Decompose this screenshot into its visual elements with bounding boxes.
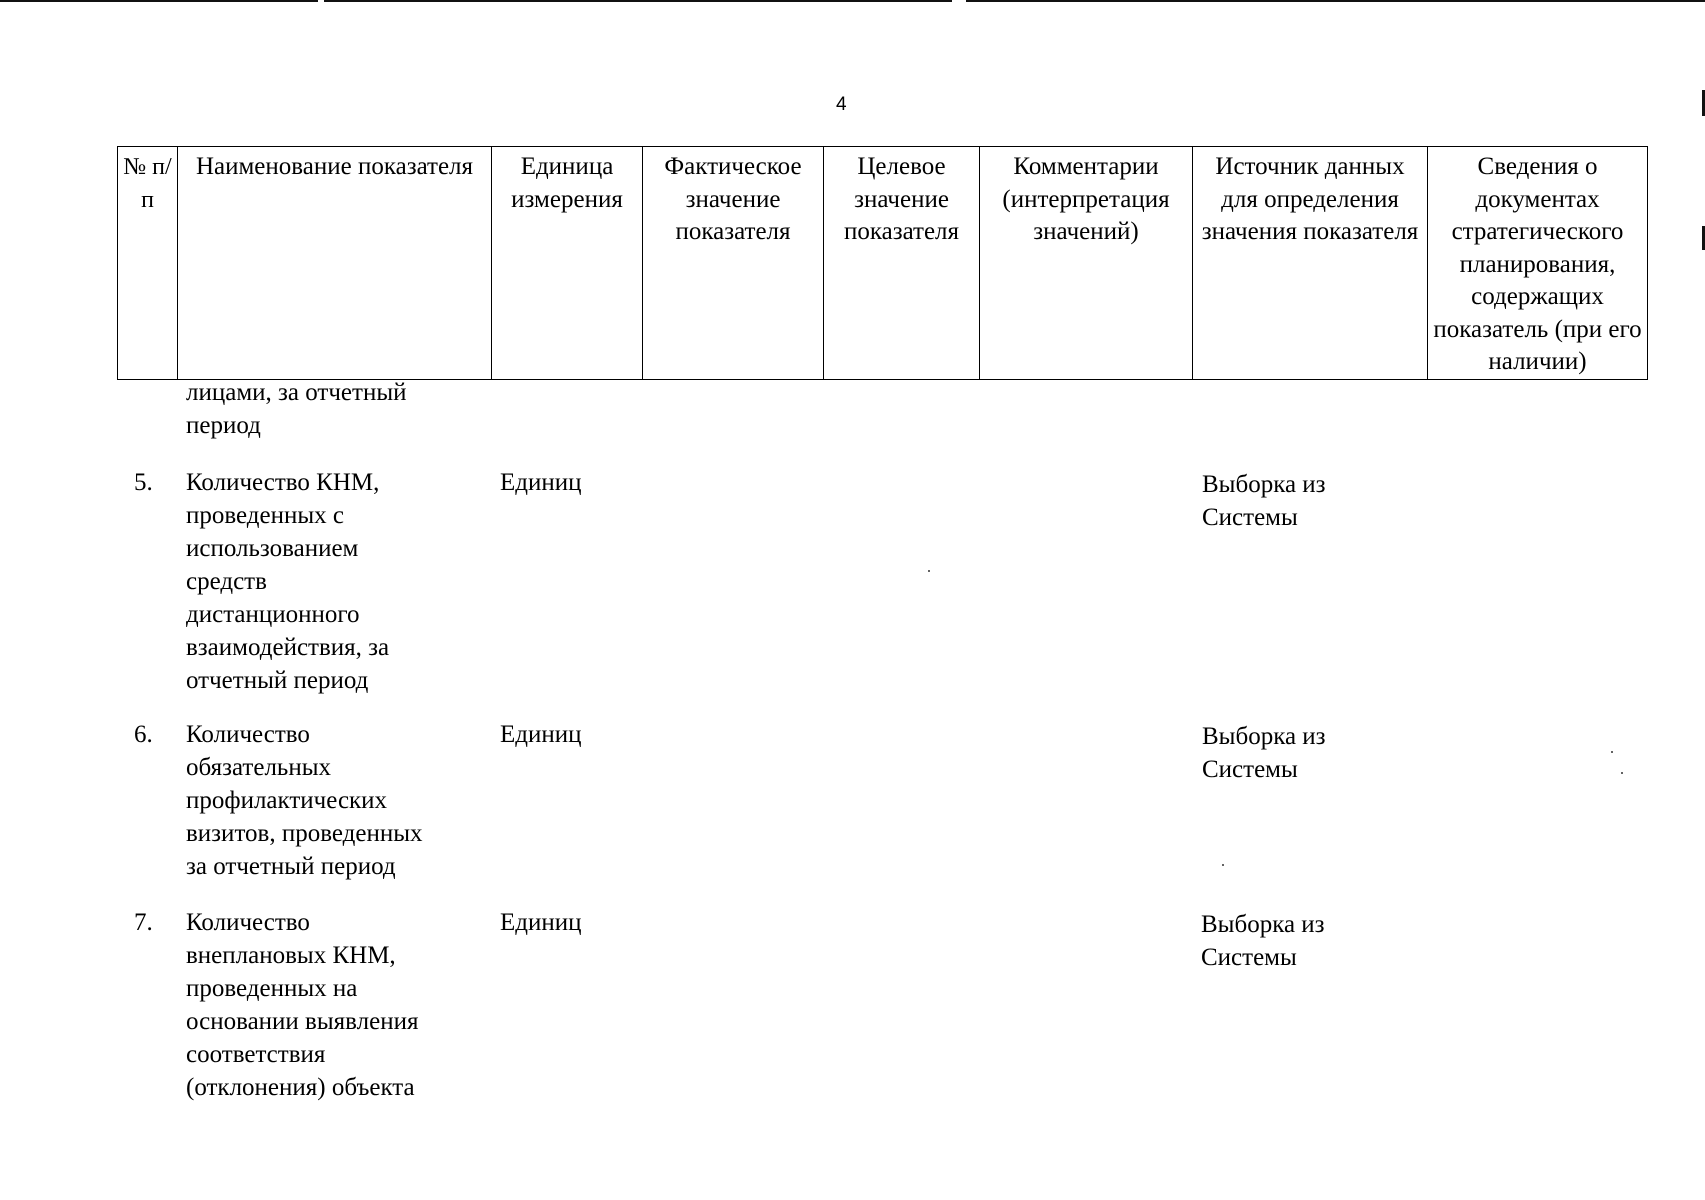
- text-line: отчетный период: [186, 667, 369, 694]
- text-line: профилактических: [186, 787, 388, 814]
- page-number: 4: [836, 94, 847, 115]
- text-line: обязательных: [186, 754, 331, 781]
- text-line: Системы: [1202, 756, 1298, 783]
- header-unit: Единица измерения: [492, 147, 643, 380]
- text-line: лицами, за отчетный: [186, 379, 407, 406]
- header-number: № п/п: [118, 147, 178, 380]
- text-line: проведенных на: [186, 975, 358, 1002]
- scan-speck: [1222, 864, 1224, 866]
- header-comments: Комментарии (интерпретация значений): [980, 147, 1193, 380]
- unit-value: Единиц: [500, 721, 582, 748]
- text-line: Выборка из: [1202, 471, 1326, 498]
- text-line: Выборка из: [1202, 723, 1326, 750]
- text-line: Выборка из: [1201, 911, 1325, 938]
- indicator-name: [186, 718, 423, 883]
- unit-value: Единиц: [500, 469, 582, 496]
- row-number: 6.: [134, 721, 153, 748]
- text-line: Системы: [1201, 944, 1297, 971]
- text-line: дистанционного: [186, 601, 360, 628]
- scan-edge-top: [0, 0, 1705, 2]
- scan-edge-gap: [318, 0, 324, 3]
- data-source: [1201, 908, 1325, 974]
- text-line: основании выявления: [186, 1008, 419, 1035]
- row-number: 5.: [134, 469, 153, 496]
- text-line: за отчетный период: [186, 853, 396, 880]
- scan-edge-gap: [952, 0, 966, 3]
- text-line: соответствия: [186, 1041, 326, 1068]
- text-line: взаимодействия, за: [186, 634, 390, 661]
- header-strategic-docs: Сведения о документах стратегического планирования, содержащих показатель (при его наличии): [1428, 147, 1648, 380]
- scan-speck: [928, 570, 930, 572]
- indicator-name: [186, 906, 418, 1104]
- data-source: [1202, 720, 1326, 786]
- text-line: Количество: [186, 909, 310, 936]
- text-line: (отклонения) объекта: [186, 1074, 415, 1101]
- continuation-text: [186, 376, 407, 442]
- scan-speck: [1621, 772, 1623, 774]
- unit-value: Единиц: [500, 909, 582, 936]
- text-line: период: [186, 412, 261, 439]
- scan-speck: [1611, 751, 1613, 753]
- text-line: Количество: [186, 721, 310, 748]
- indicator-name: [186, 466, 389, 697]
- text-line: Системы: [1202, 504, 1298, 531]
- text-line: Количество КНМ,: [186, 469, 380, 496]
- header-actual-value: Фактическое значение показателя: [643, 147, 824, 380]
- data-source: [1202, 468, 1326, 534]
- text-line: средств: [186, 568, 267, 595]
- text-line: проведенных с: [186, 502, 345, 529]
- text-line: внеплановых КНМ,: [186, 942, 396, 969]
- row-number: 7.: [134, 909, 153, 936]
- indicators-table-header: [117, 146, 1648, 380]
- header-indicator-name: Наименование показателя: [178, 147, 492, 380]
- text-line: использованием: [186, 535, 359, 562]
- header-target-value: Целевое значение показателя: [824, 147, 980, 380]
- text-line: визитов, проведенных: [186, 820, 423, 847]
- header-data-source: Источник данных для определения значения показателя: [1193, 147, 1428, 380]
